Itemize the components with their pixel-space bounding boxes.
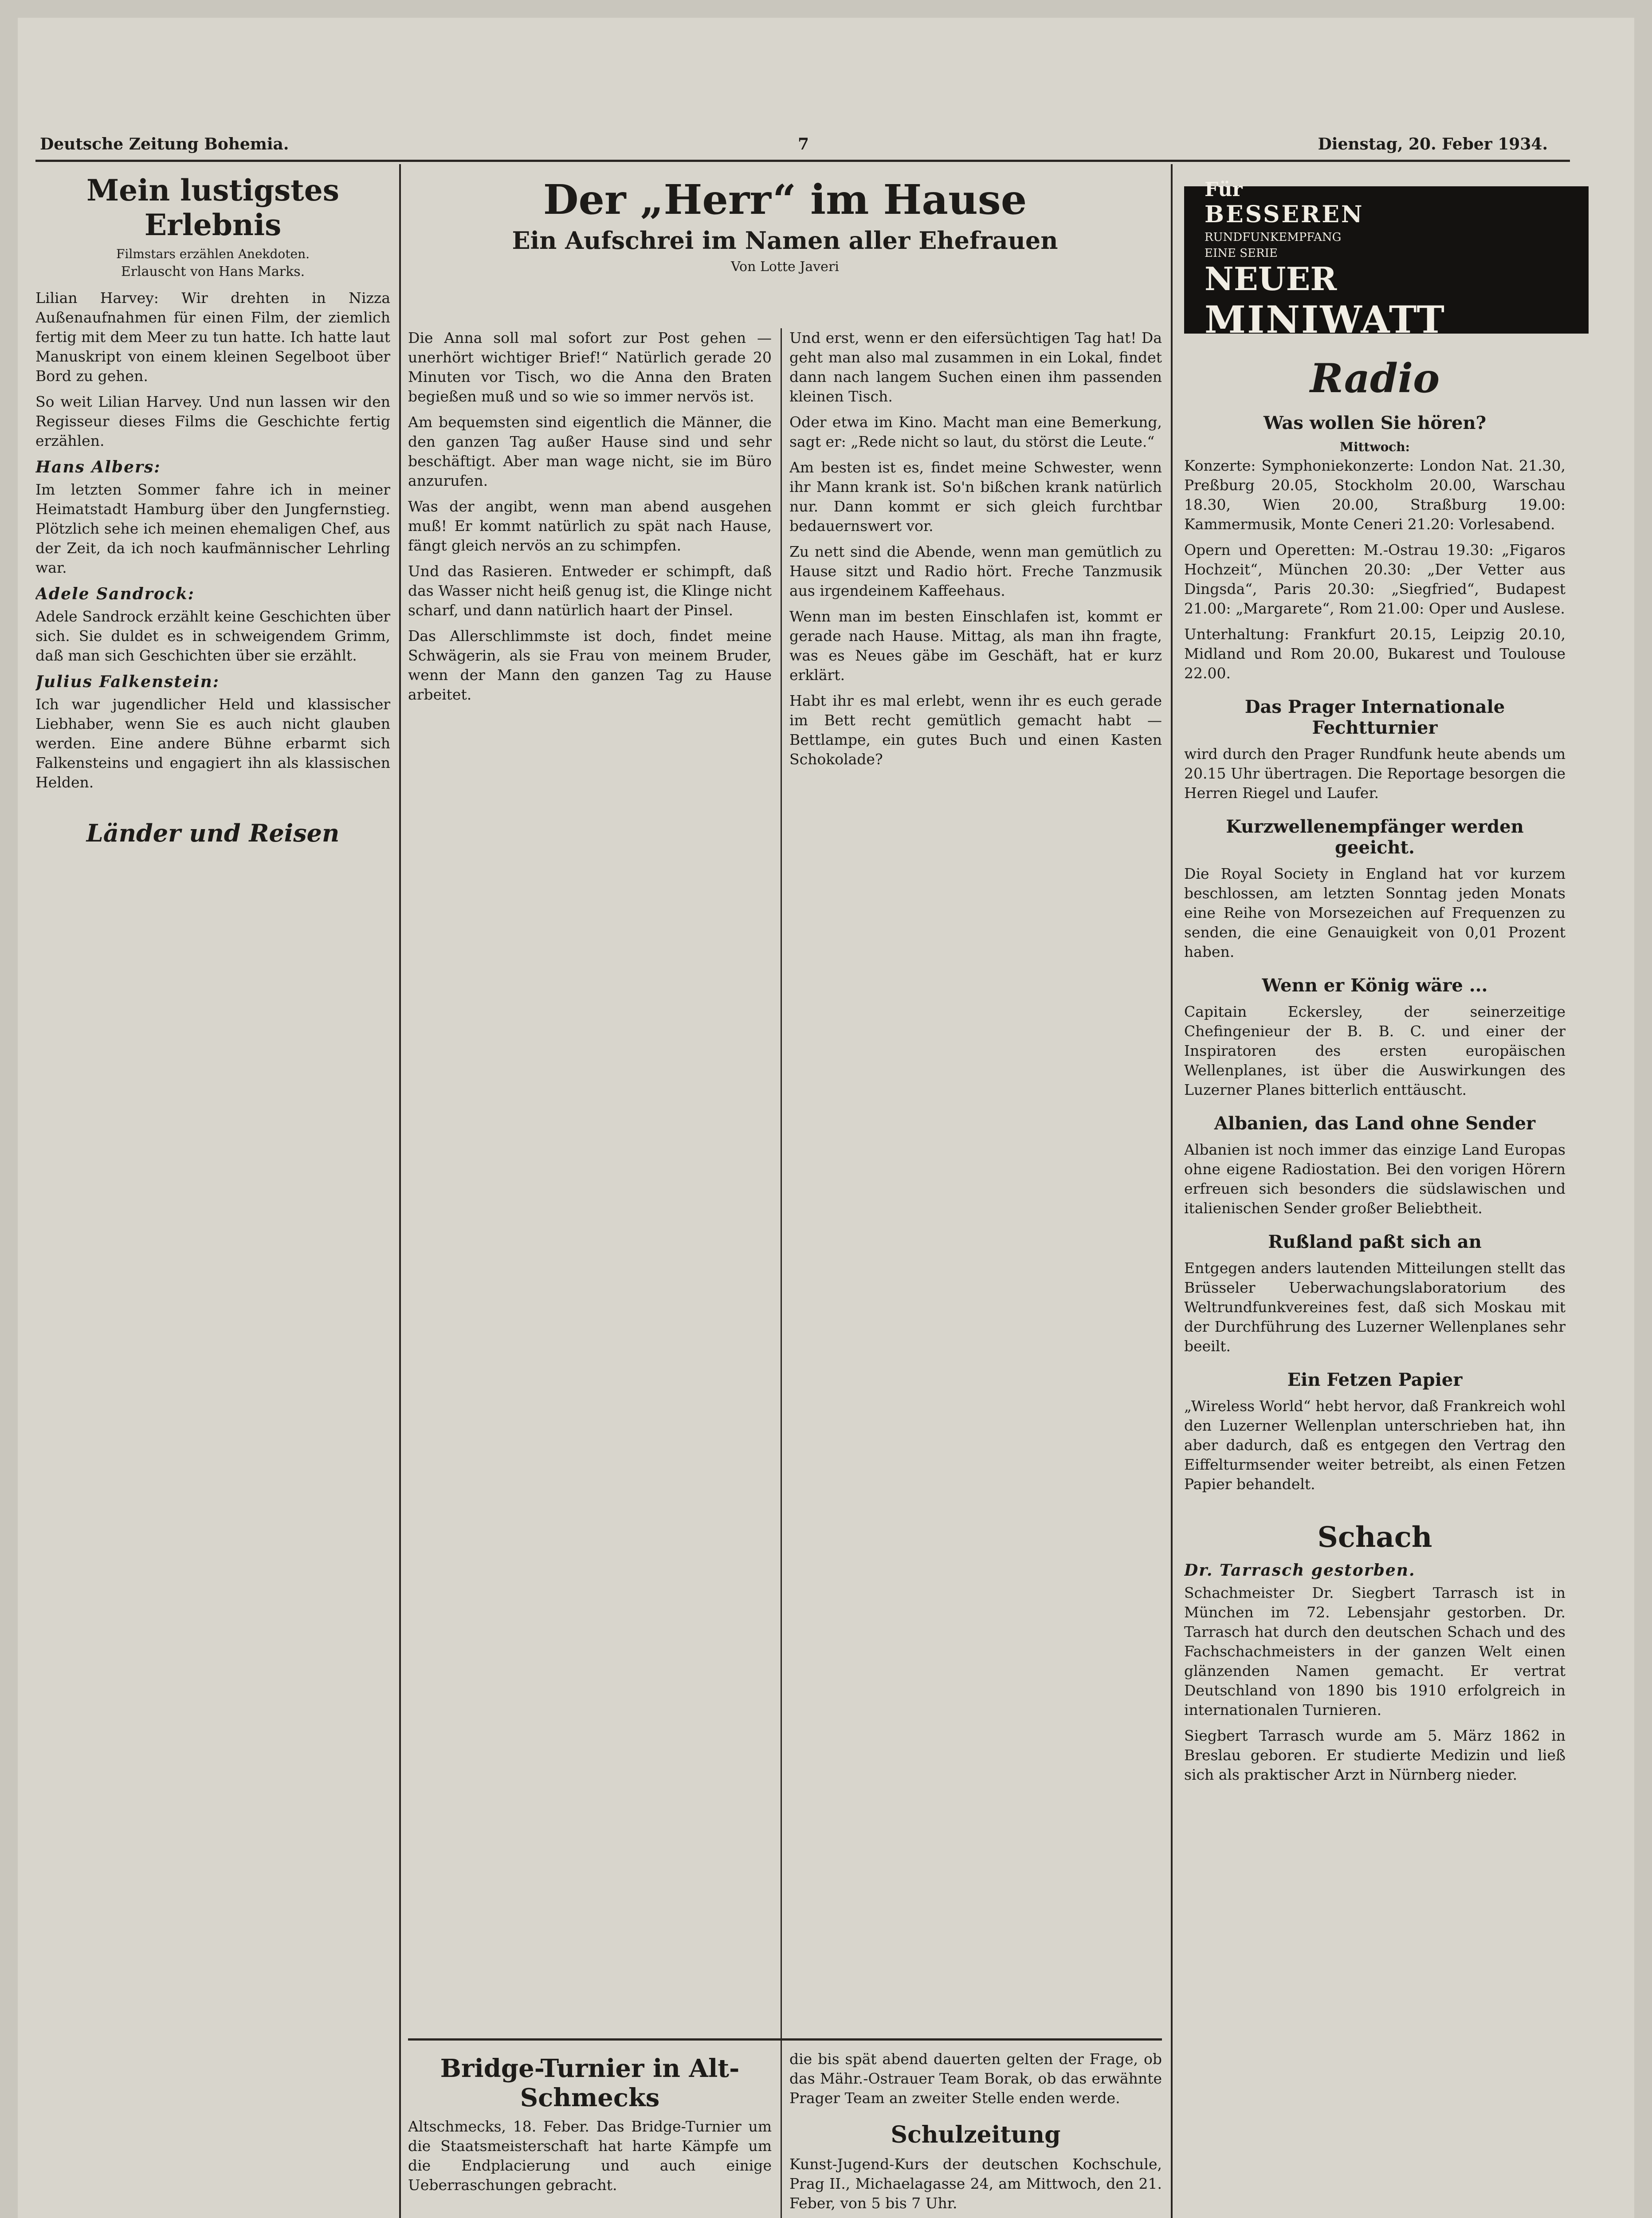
radio-heading: Albanien, das Land ohne Sender [1214, 1113, 1536, 1134]
paragraph: Und das Rasieren. Entweder er schimpft, daß das Wasser nicht heiß genug ist, die Klinge nicht scharf, und dann natürlich haart der Pinsel. [408, 562, 772, 619]
radio-subtitle: Was wollen Sie hören? [1263, 413, 1487, 433]
column-anecdotes [35, 169, 390, 2218]
paragraph: Konzerte: Symphoniekonzerte: London Nat. 21.30, Preßburg 20.05, Stockholm 20.00, Warschau 18.30, Wien 20.00, Straßburg 19.00: Kammermusik, Monte Ceneri 21.20: Vorlesabend. [1184, 457, 1566, 533]
paragraph: „Wireless World“ hebt hervor, daß Frankreich wohl den Luzerner Wellenplan unterschrieben hat, ihn aber dadurch, daß es entgegen den Vertrag den Eiffelturmsender weiter betreibt, als einen Fetzen Papier behandelt. [1184, 1397, 1566, 1493]
radio-section-title: Radio [1310, 355, 1440, 402]
paragraph: Am besten ist es, findet meine Schwester, wenn ihr Mann krank ist. So'n bißchen krank natürlich nur. Dann kommt er sich gleich furchtbar bedauernswert vor. [789, 459, 1162, 535]
speaker-label: Adele Sandrock: [35, 585, 195, 603]
speaker-label: Julius Falkenstein: [35, 672, 220, 691]
article-subtitle: Filmstars erzählen Anekdoten. [116, 247, 310, 261]
bridge-article [408, 2049, 772, 2218]
bridge-title: Bridge-Turnier in Alt-Schmecks [440, 2054, 740, 2112]
page-number: 7 [797, 135, 809, 153]
headline-byline: Von Lotte Javeri [731, 259, 839, 275]
paragraph: Oder etwa im Kino. Macht man eine Bemerkung, sagt er: „Rede nicht so laut, du störst die Leute.“ [789, 413, 1162, 450]
paragraph: Kunst-Jugend-Kurs der deutschen Kochschule, Prag II., Michaelagasse 24, am Mittwoch, den 21. Feber, von 5 bis 7 Uhr. [789, 2155, 1162, 2212]
radio-heading: Ein Fetzen Papier [1287, 1369, 1463, 1390]
paragraph: Siegbert Tarrasch wurde am 5. März 1862 in Breslau geboren. Er studierte Medizin und ließ sich als praktischer Arzt in Nürnberg nieder. [1184, 1727, 1566, 1783]
paragraph: So weit Lilian Harvey. Und nun lassen wir den Regisseur dieses Films die Geschichte fertig erzählen. [35, 393, 390, 449]
paragraph: Und erst, wenn er den eifersüchtigen Tag hat! Da geht man also mal zusammen in ein Lokal, findet dann nach langem Suchen einen ihm passenden kleinen Tisch. [789, 329, 1162, 405]
paragraph: Schachmeister Dr. Siegbert Tarrasch ist in München im 72. Lebensjahr gestorben. Dr. Tarrasch hat durch den deutschen Schach und des Fachschachmeisters in der ganzen Welt einen glänzenden Namen gemacht. Er vertrat Deutschland von 1890 bis 1910 erfolgreich in internationalen Turnieren. [1184, 1584, 1566, 1719]
ad-brand: MINIWATT [1205, 298, 1446, 342]
column-rule [1171, 164, 1173, 2218]
radio-day: Mittwoch: [1339, 440, 1410, 454]
radio-heading: Rußland paßt sich an [1268, 1231, 1482, 1252]
column-radio [1184, 408, 1566, 2218]
column-rule [781, 328, 782, 2218]
paragraph: Entgegen anders lautenden Mitteilungen stellt das Brüsseler Ueberwachungslaboratorium des Weltrundfunkvereines fest, daß sich Moskau mit der Durchführung des Luzerner Wellenplanes sehr beeilt. [1184, 1259, 1566, 1355]
header-left: Deutsche Zeitung Bohemia. [40, 135, 289, 153]
ad-text: EINE SERIE [1205, 247, 1278, 260]
paragraph: Habt ihr es mal erlebt, wenn ihr es euch gerade im Bett recht gemütlich gemacht habt — Bettlampe, ein gutes Buch und einen Kasten Schokolade? [789, 692, 1162, 768]
paragraph: wird durch den Prager Rundfunk heute abends um 20.15 Uhr übertragen. Die Reportage besorgen die Herren Riegel und Laufer. [1184, 745, 1566, 802]
ad-text: BESSEREN [1205, 201, 1364, 228]
header-rule [35, 160, 1570, 162]
paragraph: Lilian Harvey: Wir drehten in Nizza Außenaufnahmen für einen Film, der ziemlich fertig mit dem Meer zu tun hatte. Ich hatte laut Manuskript von einem kleinen Segelboot über Bord zu gehen. [35, 289, 390, 385]
column-herr-left [408, 328, 772, 2036]
radio-heading: Wenn er König wäre ... [1262, 975, 1488, 996]
paragraph: Die Anna soll mal sofort zur Post gehen — unerhört wichtiger Brief!“ Natürlich gerade 20 Minuten vor Tisch, wo die Anna den Braten begießen muß und so wie so immer nervös ist. [408, 329, 772, 405]
paragraph: Adele Sandrock erzählt keine Geschichten über sich. Sie duldet es in schweigendem Grimm, daß man sich Geschichten über sie erzählt. [35, 608, 390, 664]
column-rule [399, 164, 401, 2218]
paragraph: Unterhaltung: Frankfurt 20.15, Leipzig 20.10, Midland und Rom 20.00, Bukarest und Toulouse 22.00. [1184, 625, 1566, 682]
section-title: Länder und Reisen [86, 819, 340, 847]
miniwatt-advertisement [1184, 178, 1589, 342]
page-header [40, 131, 1548, 157]
header-right: Dienstag, 20. Feber 1934. [1318, 135, 1548, 153]
school-title: Schulzeitung [891, 2121, 1061, 2148]
chess-heading: Dr. Tarrasch gestorben. [1184, 1561, 1416, 1580]
headline-subtitle: Ein Aufschrei im Namen aller Ehefrauen [512, 226, 1058, 255]
paragraph: Das Allerschlimmste ist doch, findet meine Schwägerin, als sie Frau von meinem Bruder, wenn der Mann den ganzen Tag zu Hause arbeitet. [408, 627, 772, 703]
column-herr-right [789, 328, 1162, 2036]
paragraph: die bis spät abend dauerten gelten der Frage, ob das Mähr.-Ostrauer Team Borak, ob das erwähnte Prager Team an zweiter Stelle enden werde. [789, 2050, 1162, 2107]
paragraph: Was der angibt, wenn man abend ausgehen muß! Er kommt natürlich zu spät nach Hause, fängt gleich nervös an zu schimpfen. [408, 498, 772, 554]
paragraph: Altschmecks, 18. Feber. Das Bridge-Turnier um die Staatsmeisterschaft hat harte Kämpfe um die Endplacierung und auch einige Ueberraschungen gebracht. [408, 2118, 772, 2194]
speaker-label: Hans Albers: [35, 458, 161, 476]
ad-text: Für [1205, 178, 1243, 201]
radio-heading: Kurzwellenempfänger werden geeicht. [1226, 816, 1524, 858]
headline-block [408, 177, 1162, 328]
paragraph: Am bequemsten sind eigentlich die Männer, die den ganzen Tag außer Hause sind und sehr beschäftigt. Aber man wage nicht, sie im Büro anzurufen. [408, 413, 772, 489]
paragraph: Capitain Eckersley, der seinerzeitige Chefingenieur der B. B. C. und einer der Inspiratoren des ersten europäischen Wellenplanes, ist über die Auswirkungen des Luzerner Planes bitterlich enttäuscht. [1184, 1003, 1566, 1098]
paragraph: Die Royal Society in England hat vor kurzem beschlossen, am letzten Sonntag jeden Monats eine Reihe von Morsezeichen auf Frequenzen zu senden, die eine Genauigkeit von 0,01 Prozent haben. [1184, 865, 1566, 960]
paragraph: Albanien ist noch immer das einzige Land Europas ohne eigene Radiostation. Bei den vorigen Hörern erfreuen sich besonders die südslawischen und italienischen Sender großer Beliebtheit. [1184, 1141, 1566, 1217]
section-rule [408, 2038, 1162, 2041]
paragraph: Ich war jugendlicher Held und klassischer Liebhaber, wenn Sie es auch nicht glauben werden. Eine andere Bühne erbarmt sich Falkensteins und engagiert ihn als klassischen Helden. [35, 696, 390, 791]
paragraph: Wenn man im besten Einschlafen ist, kommt er gerade nach Hause. Mittag, als man ihn fragte, was es Neues gäbe im Geschäft, hat er kurz erklärt. [789, 608, 1162, 684]
chess-title: Schach [1317, 1521, 1432, 1554]
ad-text: NEUER [1205, 260, 1337, 298]
paragraph: Zu nett sind die Abende, wenn man gemütlich zu Hause sitzt und Radio hört. Freche Tanzmusik aus irgendeinem Kaffeehaus. [789, 543, 1162, 599]
headline: Der „Herr“ im Hause [543, 177, 1027, 224]
article-byline: Erlauscht von Hans Marks. [121, 264, 305, 279]
radio-heading: Das Prager Internationale Fechtturnier [1244, 696, 1505, 738]
newspaper-page [18, 18, 1634, 2218]
article-title: Mein lustigstes Erlebnis [86, 173, 339, 242]
paragraph: Im letzten Sommer fahre ich in meiner Heimatstadt Hamburg über den Jungfernstieg. Plötzlich sehe ich meinen ehemaligen Chef, aus der Zeit, da ich noch kaufmännischer Lehrling war. [35, 481, 390, 576]
paragraph: Opern und Operetten: M.-Ostrau 19.30: „Figaros Hochzeit“, München 20.30: „Der Vetter aus Dingsda“, Paris 20.30: „Siegfried“, Budapest 21.00: „Margarete“, Rom 21.00: Oper und Auslese. [1184, 541, 1566, 617]
bridge-continued [789, 2049, 1162, 2218]
ad-text: RUNDFUNKEMPFANG [1205, 231, 1342, 244]
